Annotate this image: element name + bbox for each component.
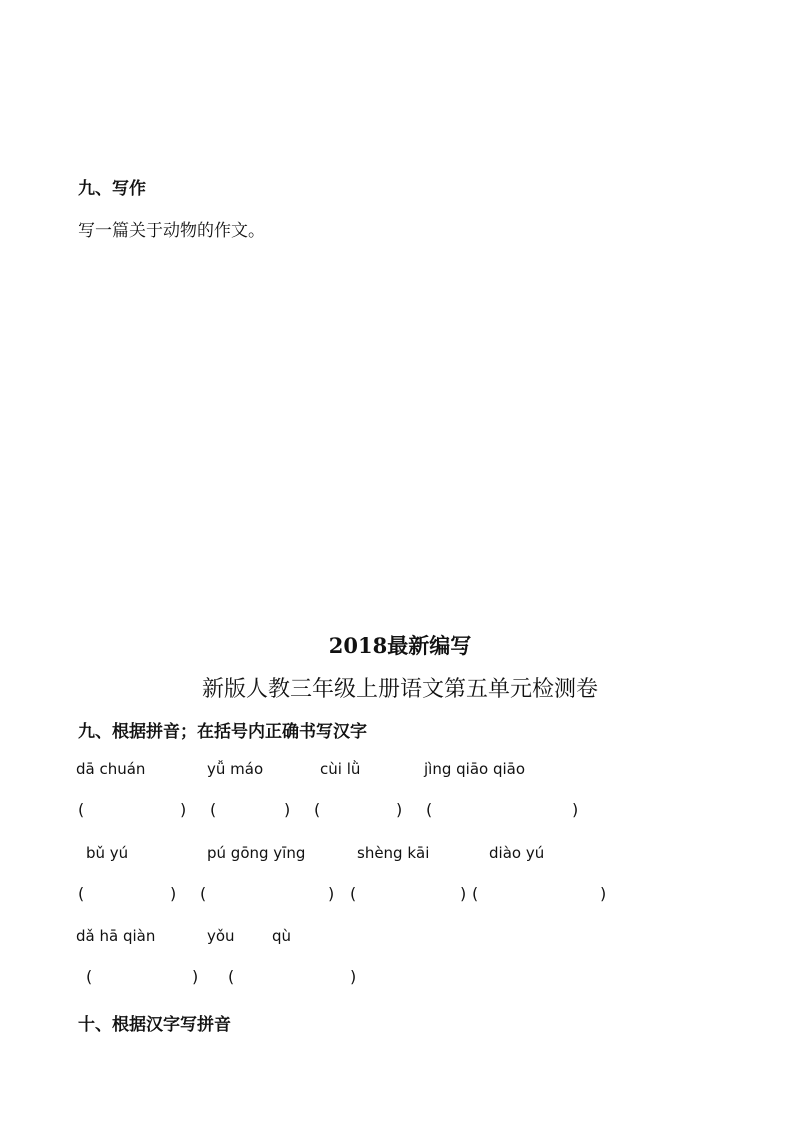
answer-blank-open-paren: ( [228,967,235,986]
pinyin-item: bǔ yú [86,844,129,862]
answer-blank-open-paren: ( [350,884,357,903]
writing-prompt: 写一篇关于动物的作文。 [78,221,265,241]
section-heading-pinyin: 九、根据拼音；在括号内正确书写汉字 [78,722,367,742]
pinyin-item: qù [272,927,292,945]
answer-blank-open-paren: ( [314,800,321,819]
answer-blank-close-paren: ) [350,967,357,986]
answer-blank-close-paren: ) [192,967,199,986]
pinyin-item: dǎ hā qiàn [76,927,156,945]
pinyin-item: shèng kāi [357,844,430,862]
answer-blank-close-paren: ) [460,884,467,903]
pinyin-item: diào yú [489,844,545,862]
answer-blank-open-paren: ( [200,884,207,903]
answer-blank-close-paren: ) [600,884,607,903]
answer-blank-open-paren: ( [472,884,479,903]
answer-blank-close-paren: ) [180,800,187,819]
pinyin-item: cùi lǜ [320,760,361,778]
pinyin-item: jìng qiāo qiāo [424,760,526,778]
answer-blank-open-paren: ( [78,884,85,903]
exam-title: 2018最新编写 [328,633,472,658]
answer-blank-open-paren: ( [210,800,217,819]
answer-blank-close-paren: ) [328,884,335,903]
answer-blank-open-paren: ( [426,800,433,819]
answer-blank-open-paren: ( [78,800,85,819]
answer-blank-close-paren: ) [572,800,579,819]
section-heading-characters-to-pinyin: 十、根据汉字写拼音 [78,1015,231,1035]
section-heading-writing: 九、写作 [78,179,146,199]
pinyin-item: yǒu [207,927,235,945]
pinyin-item: dā chuán [76,760,146,778]
answer-blank-open-paren: ( [86,967,93,986]
pinyin-item: pú gōng yīng [207,844,306,862]
answer-blank-close-paren: ) [170,884,177,903]
answer-blank-close-paren: ) [396,800,403,819]
exam-subtitle: 新版人教三年级上册语文第五单元检测卷 [201,677,598,702]
answer-blank-close-paren: ) [284,800,291,819]
pinyin-item: yǚ máo [207,760,264,778]
